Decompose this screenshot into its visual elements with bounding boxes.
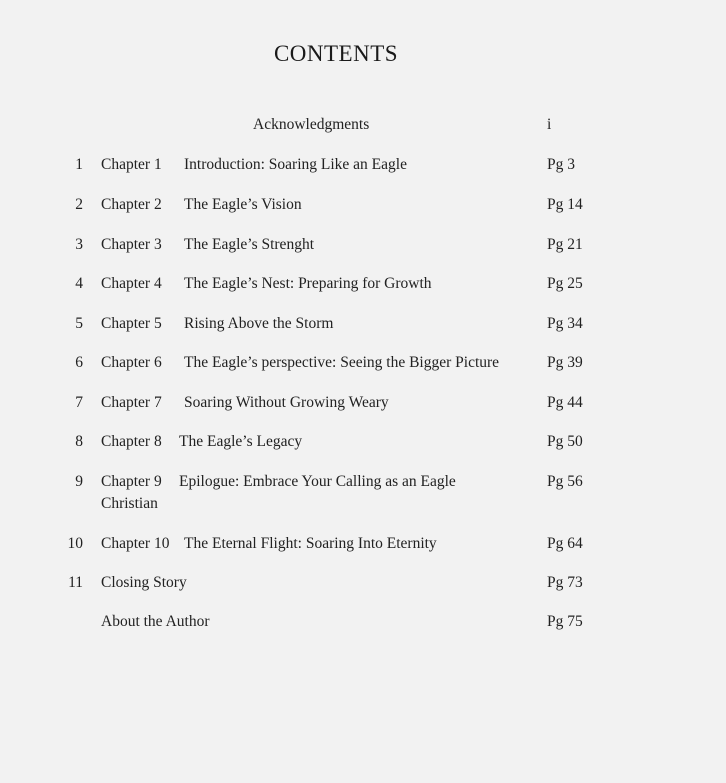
entry-number: 7 <box>75 394 83 411</box>
chapter-label: Chapter 5 <box>101 315 162 332</box>
entry-number: 10 <box>67 535 83 552</box>
chapter-label: Chapter 10 <box>101 535 170 552</box>
page-title: CONTENTS <box>273 41 399 66</box>
entry-number: 5 <box>75 315 83 332</box>
page-number: Pg 50 <box>547 433 583 450</box>
chapter-title: The Eagle’s Strenght <box>184 236 314 253</box>
chapter-title: Rising Above the Storm <box>184 315 334 332</box>
page-number: Pg 64 <box>547 535 583 552</box>
chapter-label: Chapter 1 <box>101 156 162 173</box>
chapter-label: Chapter 9 <box>101 473 162 490</box>
chapter-label: Chapter 4 <box>101 275 162 292</box>
entry-number: 9 <box>75 473 83 490</box>
chapter-label: Chapter 3 <box>101 236 162 253</box>
page-number: Pg 75 <box>547 613 583 630</box>
page-number: Pg 21 <box>547 236 583 253</box>
entry-number: 11 <box>68 574 83 591</box>
chapter-label: Closing Story <box>101 574 187 591</box>
chapter-title: The Eagle’s perspective: Seeing the Bigger Picture <box>184 354 500 371</box>
chapter-label: Chapter 6 <box>101 354 162 371</box>
entry-number: 4 <box>75 275 83 292</box>
page-number: Pg 39 <box>547 354 583 371</box>
page-number: Pg 25 <box>547 275 583 292</box>
page-number: Pg 14 <box>547 196 583 213</box>
acknowledgments-label[interactable]: Acknowledgments <box>253 116 370 133</box>
page-number: Pg 44 <box>547 394 583 411</box>
entry-number: 2 <box>75 196 83 213</box>
page-number: Pg 3 <box>547 156 575 173</box>
entry-number: 6 <box>75 354 83 371</box>
chapter-label: About the Author <box>101 613 210 630</box>
chapter-title: The Eternal Flight: Soaring Into Eternity <box>184 535 437 552</box>
entry-number: 8 <box>75 433 83 450</box>
chapter-title: The Eagle’s Vision <box>184 196 302 213</box>
entry-number: 1 <box>75 156 83 173</box>
chapter-title: Epilogue: Embrace Your Calling as an Eagle Christian <box>101 473 456 512</box>
entry-number: 3 <box>75 236 83 253</box>
acknowledgments-page: i <box>547 116 552 133</box>
page-number: Pg 73 <box>547 574 583 591</box>
chapter-title: Soaring Without Growing Weary <box>184 394 389 411</box>
chapter-label: Chapter 7 <box>101 394 162 411</box>
chapter-title-wrapped <box>101 471 496 515</box>
chapter-title: The Eagle’s Nest: Preparing for Growth <box>184 275 432 292</box>
chapter-label: Chapter 2 <box>101 196 162 213</box>
page-number: Pg 56 <box>547 473 583 490</box>
page-number: Pg 34 <box>547 315 583 332</box>
chapter-label: Chapter 8 <box>101 433 162 450</box>
chapter-title: The Eagle’s Legacy <box>179 433 303 450</box>
chapter-title: Introduction: Soaring Like an Eagle <box>184 156 407 173</box>
